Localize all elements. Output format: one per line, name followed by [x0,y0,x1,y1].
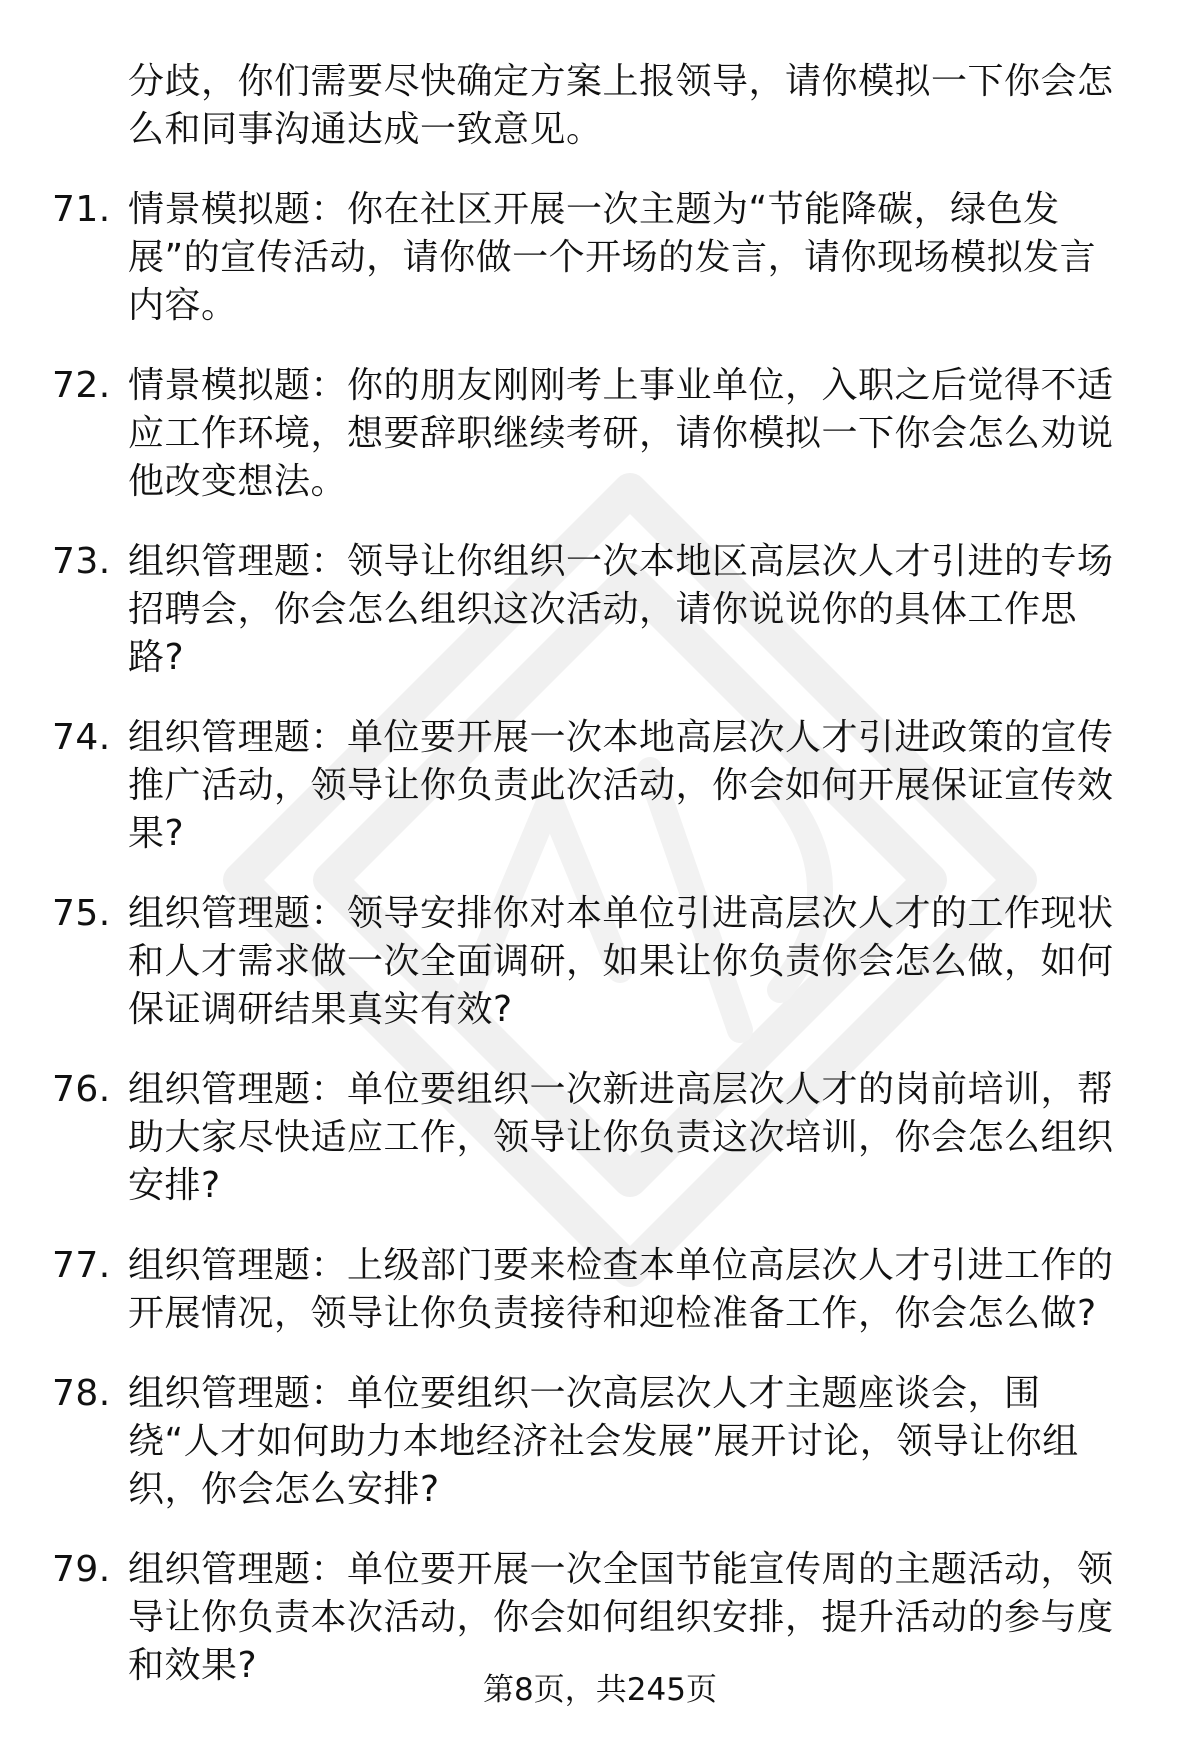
page-number-footer: 第8页，共245页 [483,1672,717,1708]
question-text: 组织管理题：领导让你组织一次本地区高层次人才引进的专场招聘会，你会怎么组织这次活动，请你说说你的具体工作思路? [128,541,1114,678]
question-number: 79. [52,1549,111,1590]
question-number: 72. [52,365,111,406]
list-item [0,890,1128,1034]
question-number: 76. [52,1069,111,1110]
question-text: 组织管理题：单位要开展一次本地高层次人才引进政策的宣传推广活动，领导让你负责此次活动，你会如何开展保证宣传效果? [128,717,1114,854]
continuation-text: 分歧，你们需要尽快确定方案上报领导，请你模拟一下你会怎么和同事沟通达成一致意见。 [128,61,1114,150]
question-text: 组织管理题：单位要开展一次全国节能宣传周的主题活动，领导让你负责本次活动，你会如何组织安排，提升活动的参与度和效果? [128,1549,1114,1686]
list-item [0,1546,1128,1690]
list-item [0,186,1128,330]
question-number: 73. [52,541,111,582]
question-text: 组织管理题：单位要组织一次新进高层次人才的岗前培训，帮助大家尽快适应工作，领导让你负责这次培训，你会怎么组织安排? [128,1069,1114,1206]
question-text: 组织管理题：单位要组织一次高层次人才主题座谈会，围绕“人才如何助力本地经济社会发展”展开讨论，领导让你组织，你会怎么安排? [128,1373,1079,1510]
list-item [0,714,1128,858]
question-text: 情景模拟题：你的朋友刚刚考上事业单位，入职之后觉得不适应工作环境，想要辞职继续考研，请你模拟一下你会怎么劝说他改变想法。 [128,365,1114,502]
list-item [0,1066,1128,1210]
question-number: 77. [52,1245,111,1286]
question-number: 75. [52,893,111,934]
question-number: 78. [52,1373,111,1414]
question-text: 组织管理题：上级部门要来检查本单位高层次人才引进工作的开展情况，领导让你负责接待和迎检准备工作，你会怎么做? [128,1245,1114,1334]
question-list [0,58,1200,1690]
question-number: 74. [52,717,111,758]
list-item [0,1370,1128,1514]
list-item [0,362,1128,506]
question-text: 情景模拟题：你在社区开展一次主题为“节能降碳，绿色发展”的宣传活动，请你做一个开场的发言，请你现场模拟发言内容。 [128,189,1097,326]
list-item [0,1242,1128,1338]
question-text: 组织管理题：领导安排你对本单位引进高层次人才的工作现状和人才需求做一次全面调研，如果让你负责你会怎么做，如何保证调研结果真实有效? [128,893,1114,1030]
list-item [0,538,1128,682]
question-number: 71. [52,189,111,230]
